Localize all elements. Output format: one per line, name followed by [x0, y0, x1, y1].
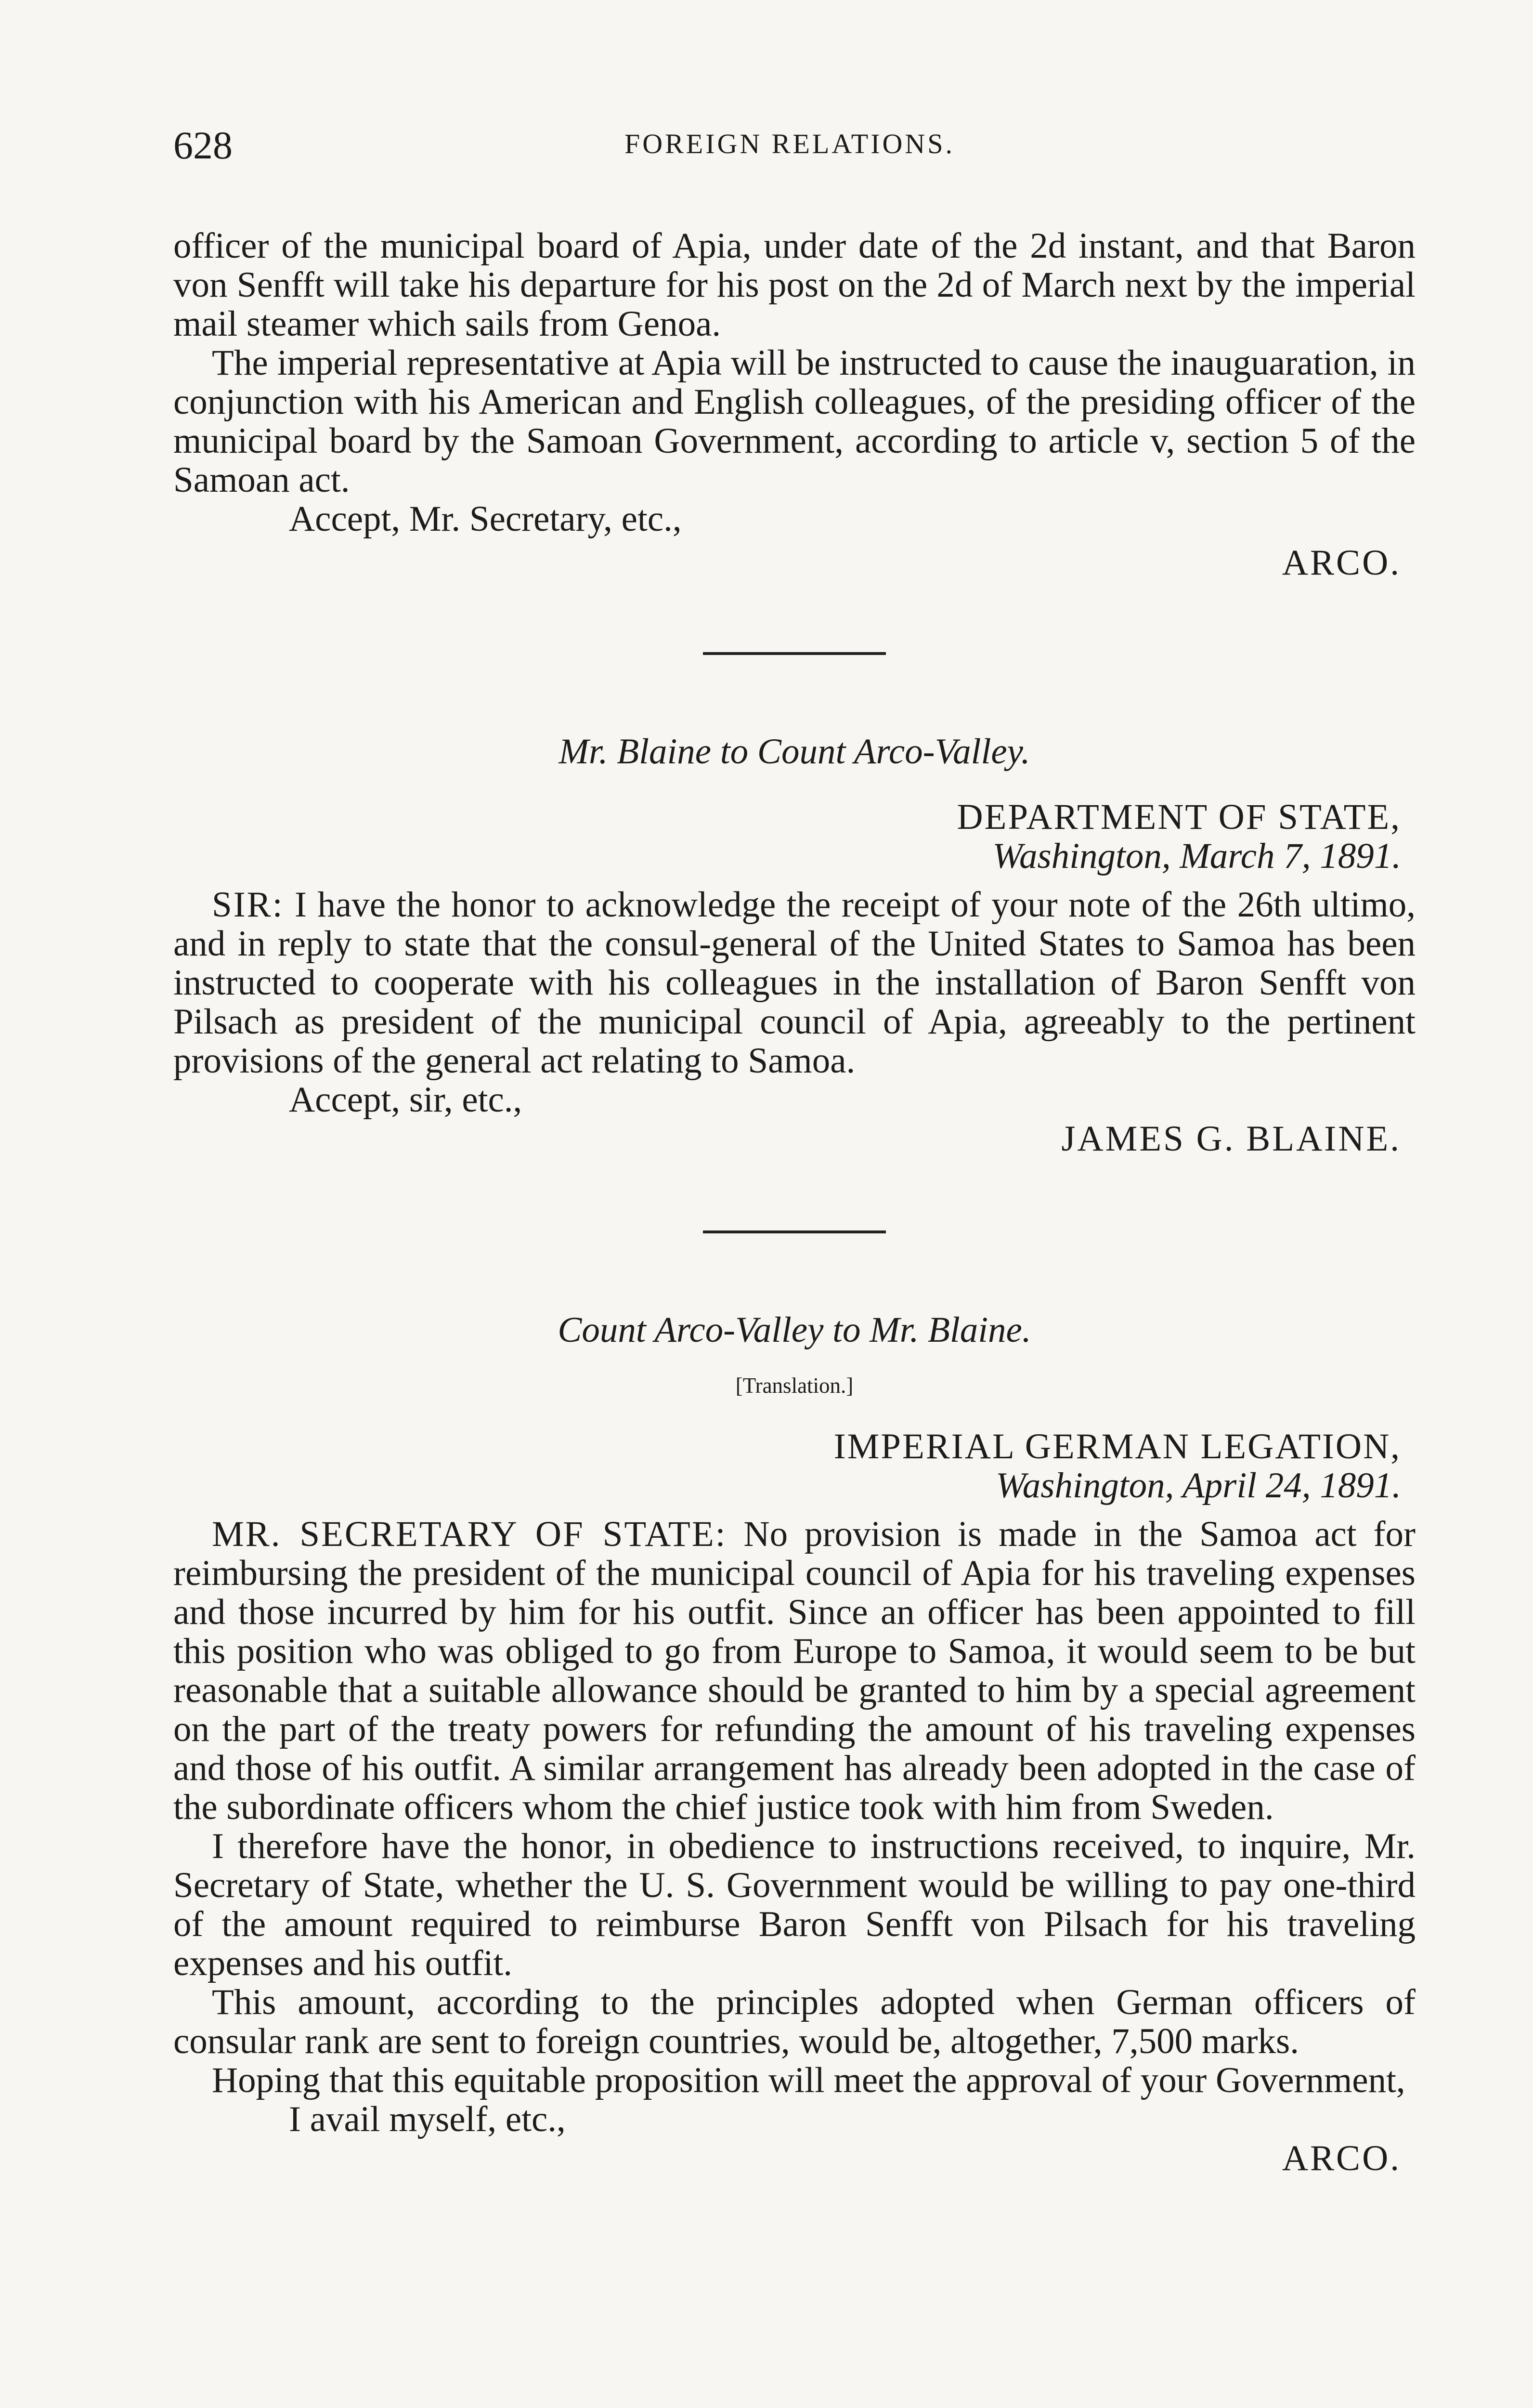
letter-body: [173, 1515, 1416, 1827]
letter-paragraph: This amount, according to the principles adopted when German officers of consular rank are sent to foreign countries, would be, altogether, 7,500 marks.: [173, 1982, 1416, 2061]
closing-line: I avail myself, etc.,: [289, 2099, 566, 2139]
letter-body-text: No provision is made in the Samoa act for reimbursing the president of the municipal council of Apia for his traveling expenses and those incurred by him for his outfit. Since an officer has been appointed to fill this position who was obliged to go from Europe to Samoa, it would seem to be but reasonable that a suitable allowance should be granted to him by a special agreement on the part of the treaty powers for refunding the amount of his traveling expenses and those of his outfit. A similar arrangement has already been adopted in the case of the subordinate officers whom the chief justice took with him from Sweden.: [173, 1514, 1416, 1827]
letter-heading: Count Arco-Valley to Mr. Blaine.: [558, 1310, 1031, 1350]
running-title: FOREIGN RELATIONS.: [624, 128, 955, 159]
translation-note: [Translation.]: [735, 1374, 854, 1398]
letter-body-text: I have the honor to acknowledge the receipt of your note of the 26th ultimo, and in reply to state that the consul-general of the United States to Samoa has been instructed to cooperate with his colleagues in the installation of Baron Senfft von Pilsach as president of the municipal council of Apia, agreeably to the pertinent provisions of the general act relating to Samoa.: [173, 885, 1416, 1081]
dateline-institution: IMPERIAL GERMAN LEGATION,: [833, 1426, 1401, 1466]
continuation-paragraph: The imperial representative at Apia will be instructed to cause the inauguaration, in conjunction with his American and English colleagues, of the presiding officer of the municipal board by the Samoan Government, according to article v, section 5 of the Samoan act.: [173, 343, 1416, 500]
dateline-institution: DEPARTMENT OF STATE,: [957, 797, 1401, 837]
letter-body: [173, 885, 1416, 1080]
continuation-paragraph: officer of the municipal board of Apia, under date of the 2d instant, and that Baron von Senfft will take his departure for his post on the 2d of March next by the imperial mail steamer which sails from Genoa.: [173, 226, 1416, 344]
page-content: [173, 226, 1416, 2178]
signature: JAMES G. BLAINE.: [1061, 1119, 1401, 1159]
salutation: MR. SECRETARY OF STATE:: [212, 1514, 727, 1554]
closing-line: Accept, sir, etc.,: [289, 1080, 522, 1120]
salutation: SIR:: [212, 885, 284, 925]
dateline: [173, 798, 1416, 876]
page-number: 628: [173, 123, 233, 167]
dateline: [173, 1427, 1416, 1505]
letter-paragraph: Hoping that this equitable proposition will meet the approval of your Government,: [212, 2060, 1405, 2100]
letter-heading: Mr. Blaine to Count Arco-Valley.: [559, 732, 1030, 772]
page-header: [173, 123, 1406, 181]
letter-paragraph: I therefore have the honor, in obedience to instructions received, to inquire, Mr. Secretary of State, whether the U. S. Government would be willing to pay one-third of the amount required to reimburse Baron Senfft von Pilsach for his traveling expenses and his outfit.: [173, 1826, 1416, 1983]
signature: ARCO.: [1282, 543, 1401, 583]
dateline-place-date: Washington, April 24, 1891.: [996, 1466, 1401, 1505]
dateline-place-date: Washington, March 7, 1891.: [992, 836, 1401, 876]
closing-line: Accept, Mr. Secretary, etc.,: [289, 499, 682, 539]
section-divider: [703, 652, 886, 655]
section-divider: [703, 1230, 886, 1233]
signature: ARCO.: [1282, 2138, 1401, 2178]
